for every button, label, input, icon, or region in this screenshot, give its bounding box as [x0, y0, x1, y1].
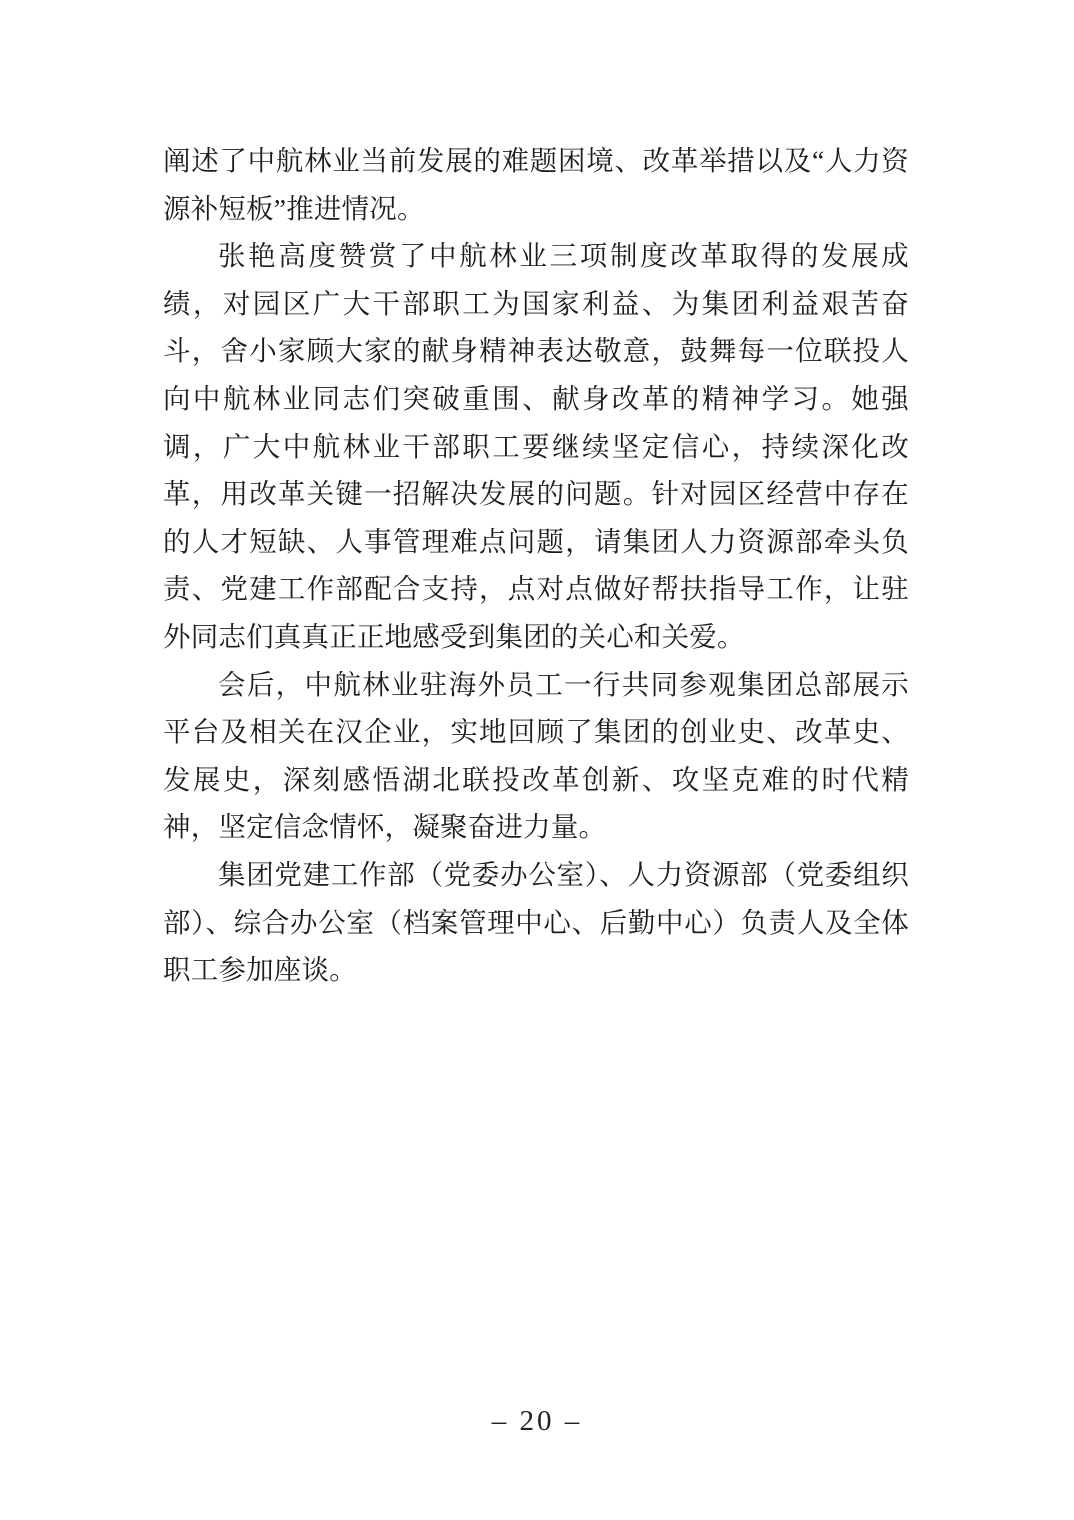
body-paragraph-continuation: 阐述了中航林业当前发展的难题困境、改革举措以及“人力资源补短板”推进情况。	[163, 145, 909, 224]
body-paragraph: 集团党建工作部（党委办公室）、人力资源部（党委组织部）、综合办公室（档案管理中心、后勤中心）负责人及全体职工参加座谈。	[163, 858, 909, 986]
page-number: – 20 –	[491, 1405, 583, 1437]
body-paragraph: 张艳高度赞赏了中航林业三项制度改革取得的发展成绩，对园区广大干部职工为国家利益、为集团利益艰苦奋斗，舍小家顾大家的献身精神表达敬意，鼓舞每一位联投人向中航林业同志们突破重围、献身改革的精神学习。她强调，广大中航林业干部职工要继续坚定信心，持续深化改革，用改革关键一招解决发展的问题。针对园区经营中存在的人才短缺、人事管理难点问题，请集团人力资源部牵头负责、党建工作部配合支持，点对点做好帮扶指导工作，让驻外同志们真真正正地感受到集团的关心和关爱。	[163, 240, 909, 652]
document-body	[163, 137, 909, 994]
body-paragraph: 会后，中航林业驻海外员工一行共同参观集团总部展示平台及相关在汉企业，实地回顾了集团的创业史、改革史、发展史，深刻感悟湖北联投改革创新、攻坚克难的时代精神，坚定信念情怀，凝聚奋进力量。	[163, 668, 909, 843]
